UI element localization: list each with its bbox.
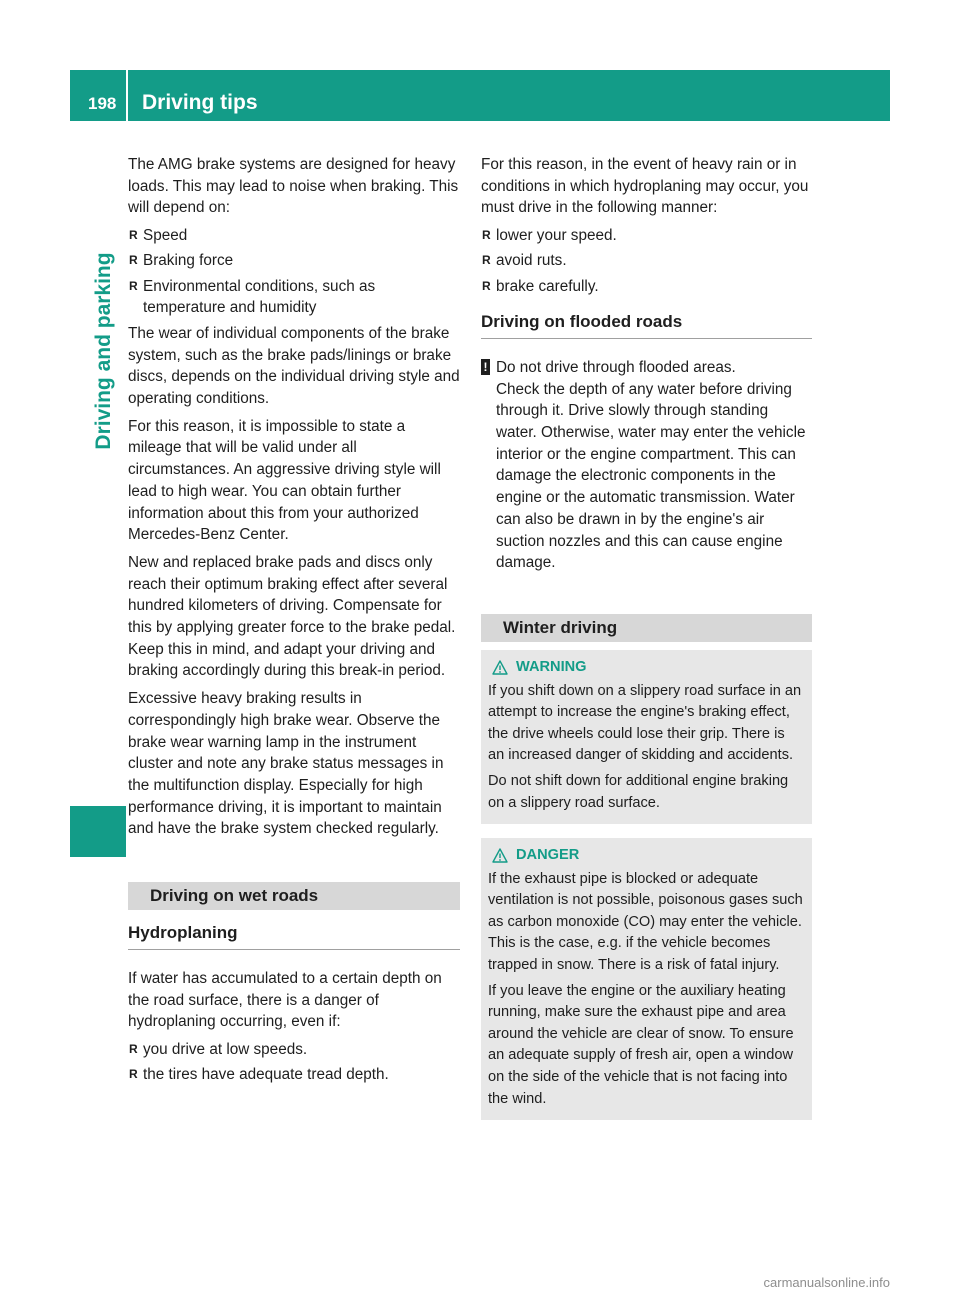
section-sidebar <box>70 121 126 1166</box>
warning-text: Do not shift down for additional engine braking on a slippery road surface. <box>488 772 789 811</box>
wet-roads-heading: Driving on wet roads <box>128 882 460 910</box>
right-column <box>481 154 812 1120</box>
warning-triangle-icon <box>492 660 508 675</box>
warning-label: WARNING <box>516 658 587 675</box>
hydroplaning-text: If water has accumulated to a certain depth on the road surface, there is a danger of hydroplaning occurring, even if: <box>128 969 442 1031</box>
page-number-box <box>70 70 126 121</box>
list-item: R brake carefully. <box>481 276 812 298</box>
list-item: R Environmental conditions, such as temperature and humidity <box>128 276 460 319</box>
paragraph: New and replaced brake pads and discs only reach their optimum braking effect after several hundred kilometers of driving. Compensate for this by applying greater force to the brake pedal. Keep this in mind, and adapt your driving and braking accordingly during this break-in period. <box>128 553 456 680</box>
list-item: R Braking force <box>128 250 460 272</box>
section-label: Driving and parking <box>92 252 115 450</box>
page-header-bar <box>70 70 890 121</box>
brake-intro: The AMG brake systems are designed for heavy loads. This may lead to noise when braking. This will depend on: <box>128 156 459 217</box>
flooded-note <box>481 357 812 574</box>
hydroplaning-conditions-list <box>128 1039 460 1086</box>
flooded-roads-heading: Driving on flooded roads <box>481 311 812 339</box>
paragraph: The wear of individual components of the brake system, such as the brake pads/linings or brake discs, depends on the individual driving style and operating conditions. <box>128 324 460 408</box>
winter-driving-heading: Winter driving <box>481 614 812 642</box>
rain-intro: For this reason, in the event of heavy rain or in conditions in which hydroplaning may occur, you must drive in the following manner: <box>481 156 809 217</box>
warning-text: If you shift down on a slippery road surface in an attempt to increase the engine's braking effect, the drive wheels could lose their grip. There is an increased danger of skidding and accidents. <box>488 682 802 764</box>
list-item: R avoid ruts. <box>481 250 812 272</box>
list-item: R Speed <box>128 225 460 247</box>
danger-box <box>481 838 812 1120</box>
flooded-note-rest: Check the depth of any water before driving through it. Drive slowly through standing water. Otherwise, water may enter the vehicle interior or the engine compartment. This can damage the electronic components in the engine or the automatic transmission. Water can also be drawn in by the engine's air suction nozzles and this can cause engine damage. <box>496 380 806 572</box>
danger-header <box>492 845 804 867</box>
list-item: R you drive at low speeds. <box>128 1039 460 1061</box>
rain-actions-list <box>481 225 812 297</box>
paragraph: For this reason, it is impossible to state a mileage that will be valid under all circumstances. An aggressive driving style will lead to high wear. You can obtain further information about this from your authorized Mercedes-Benz Center. <box>128 417 441 544</box>
flooded-note-first: Do not drive through flooded areas. <box>496 358 736 376</box>
brake-factors-list <box>128 225 460 319</box>
section-marker-block <box>70 806 126 857</box>
danger-triangle-icon <box>492 848 508 863</box>
danger-text: If you leave the engine or the auxiliary heating running, make sure the exhaust pipe and area around the vehicle are clear of snow. To ensure an adequate supply of fresh air, open a window on the side of the vehicle that is not facing into the wind. <box>488 982 794 1107</box>
danger-label: DANGER <box>516 847 580 864</box>
left-column <box>128 154 460 1090</box>
header-divider <box>126 70 128 121</box>
exclamation-icon: ! <box>481 359 490 375</box>
warning-box <box>481 650 812 824</box>
danger-text: If the exhaust pipe is blocked or adequate ventilation is not possible, poisonous gases such as carbon monoxide (CO) may enter the vehicle. This is the case, e.g. if the vehicle becomes trapped in snow. There is a risk of fatal injury. <box>488 870 803 974</box>
list-item: R the tires have adequate tread depth. <box>128 1064 460 1086</box>
watermark: carmanualsonline.info <box>763 1275 890 1290</box>
paragraph: Excessive heavy braking results in correspondingly high brake wear. Observe the brake wear warning lamp in the instrument cluster and note any brake status messages in the multifunction display. Especially for high performance driving, it is important to maintain and have the brake system checked regularly. <box>128 690 444 838</box>
list-item: R lower your speed. <box>481 225 812 247</box>
warning-header <box>492 657 804 679</box>
page-title: Driving tips <box>142 91 258 114</box>
hydroplaning-heading: Hydroplaning <box>128 922 460 950</box>
page-number: 198 <box>88 94 117 113</box>
